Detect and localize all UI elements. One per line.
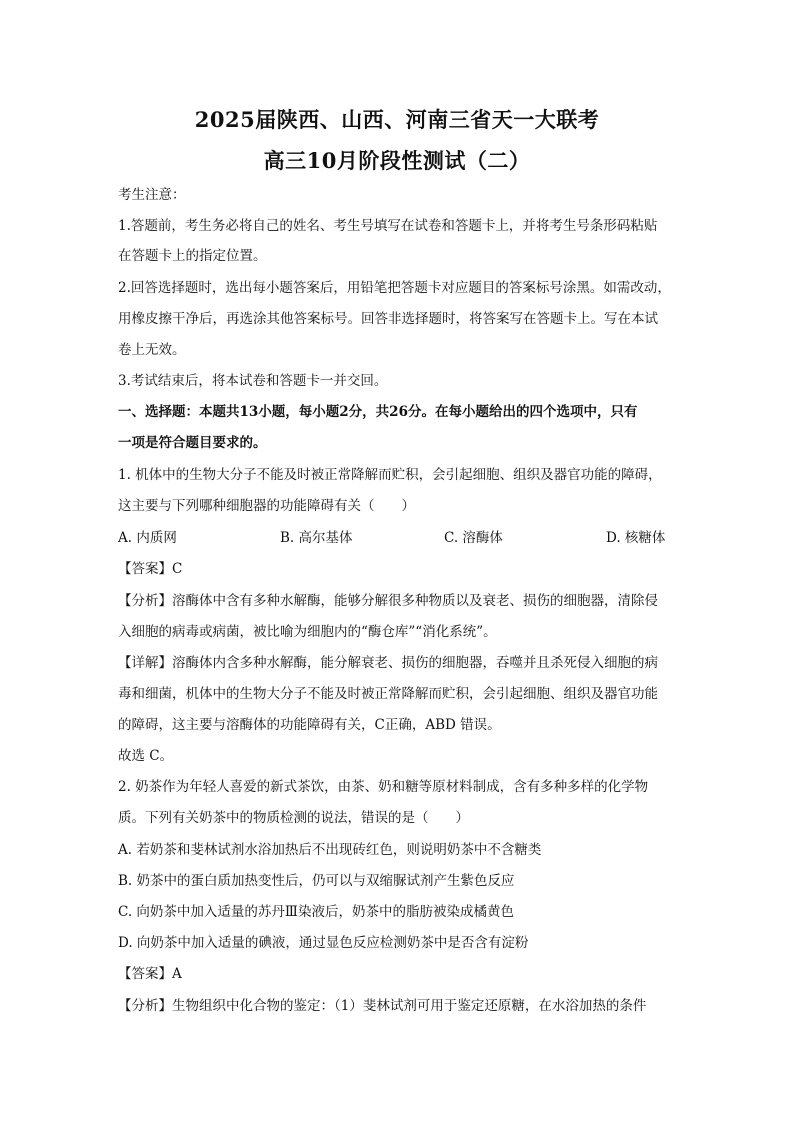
question-1-conclusion: 故选 C。	[118, 748, 174, 764]
question-1-detail-line-3: 的障碍，这主要与溶酶体的功能障碍有关，C正确，ABD 错误。	[118, 717, 501, 733]
notice-item-2-line-3: 卷上无效。	[118, 342, 186, 358]
question-2-stem-line-1: 2. 奶茶作为年轻人喜爱的新式茶饮，由茶、奶和糖等原材料制成，含有多种多样的化学物	[118, 779, 649, 795]
exam-title: 2025届陕西、山西、河南三省天一大联考	[194, 107, 600, 132]
question-2-option-a: A. 若奶茶和斐林试剂水浴加热后不出现砖红色，则说明奶茶中不含糖类	[118, 842, 542, 858]
section-heading-line-2: 一项是符合题目要求的。	[118, 435, 267, 451]
question-1-option-c: C. 溶酶体	[444, 530, 503, 546]
exam-subtitle: 高三10月阶段性测试（二）	[263, 148, 531, 173]
notice-item-1-line-1: 1.答题前，考生务必将自己的姓名、考生号填写在试卷和答题卡上，并将考生号条形码粘贴	[118, 218, 658, 234]
question-1-option-a: A. 内质网	[118, 530, 177, 546]
question-1-detail-line-2: 毒和细菌，机体中的生物大分子不能及时被正常降解而贮积，会引起细胞、组织及器官功能	[118, 686, 658, 702]
section-heading-line-1: 一、选择题：本题共13小题，每小题2分，共26分。在每小题给出的四个选项中，只有	[118, 404, 638, 420]
question-1-stem-line-1: 1. 机体中的生物大分子不能及时被正常降解而贮积，会引起细胞、组织及器官功能的障碍，	[118, 467, 662, 483]
question-2-analysis-line-1: 【分析】生物组织中化合物的鉴定：（1）斐林试剂可用于鉴定还原糖，在水浴加热的条件	[118, 998, 647, 1014]
question-2-option-b: B. 奶茶中的蛋白质加热变性后，仍可以与双缩脲试剂产生紫色反应	[118, 873, 515, 889]
question-1-analysis-line-2: 入细胞的病毒或病菌，被比喻为细胞内的“酶仓库”“消化系统”。	[118, 624, 497, 640]
question-1-answer: 【答案】C	[118, 561, 183, 577]
question-1-analysis-line-1: 【分析】溶酶体中含有多种水解酶，能够分解很多种物质以及衰老、损伤的细胞器，清除侵	[118, 593, 658, 609]
notice-heading: 考生注意：	[118, 187, 186, 203]
question-1-detail-line-1: 【详解】溶酶体内含多种水解酶，能分解衰老、损伤的细胞器，吞噬并且杀死侵入细胞的病	[118, 655, 658, 671]
notice-item-3: 3.考试结束后，将本试卷和答题卡一并交回。	[118, 373, 388, 389]
notice-item-2-line-2: 用橡皮擦干净后，再选涂其他答案标号。回答非选择题时，将答案写在答题卡上。写在本试	[118, 311, 658, 327]
notice-item-1-line-2: 在答题卡上的指定位置。	[118, 248, 267, 264]
question-2-answer: 【答案】A	[118, 966, 182, 982]
notice-item-2-line-1: 2.回答选择题时，选出每小题答案后，用铅笔把答题卡对应题目的答案标号涂黑。如需改动，	[118, 280, 671, 296]
question-2-option-c: C. 向奶茶中加入适量的苏丹Ⅲ染液后，奶茶中的脂肪被染成橘黄色	[118, 904, 514, 920]
question-1-option-d: D. 核糖体	[606, 530, 666, 546]
question-2-stem-line-2: 质。下列有关奶茶中的物质检测的说法，错误的是（ ）	[118, 810, 469, 826]
question-2-option-d: D. 向奶茶中加入适量的碘液，通过显色反应检测奶茶中是否含有淀粉	[118, 935, 529, 951]
question-1-stem-line-2: 这主要与下列哪种细胞器的功能障碍有关（ ）	[118, 498, 415, 514]
question-1-option-b: B. 高尔基体	[280, 530, 353, 546]
